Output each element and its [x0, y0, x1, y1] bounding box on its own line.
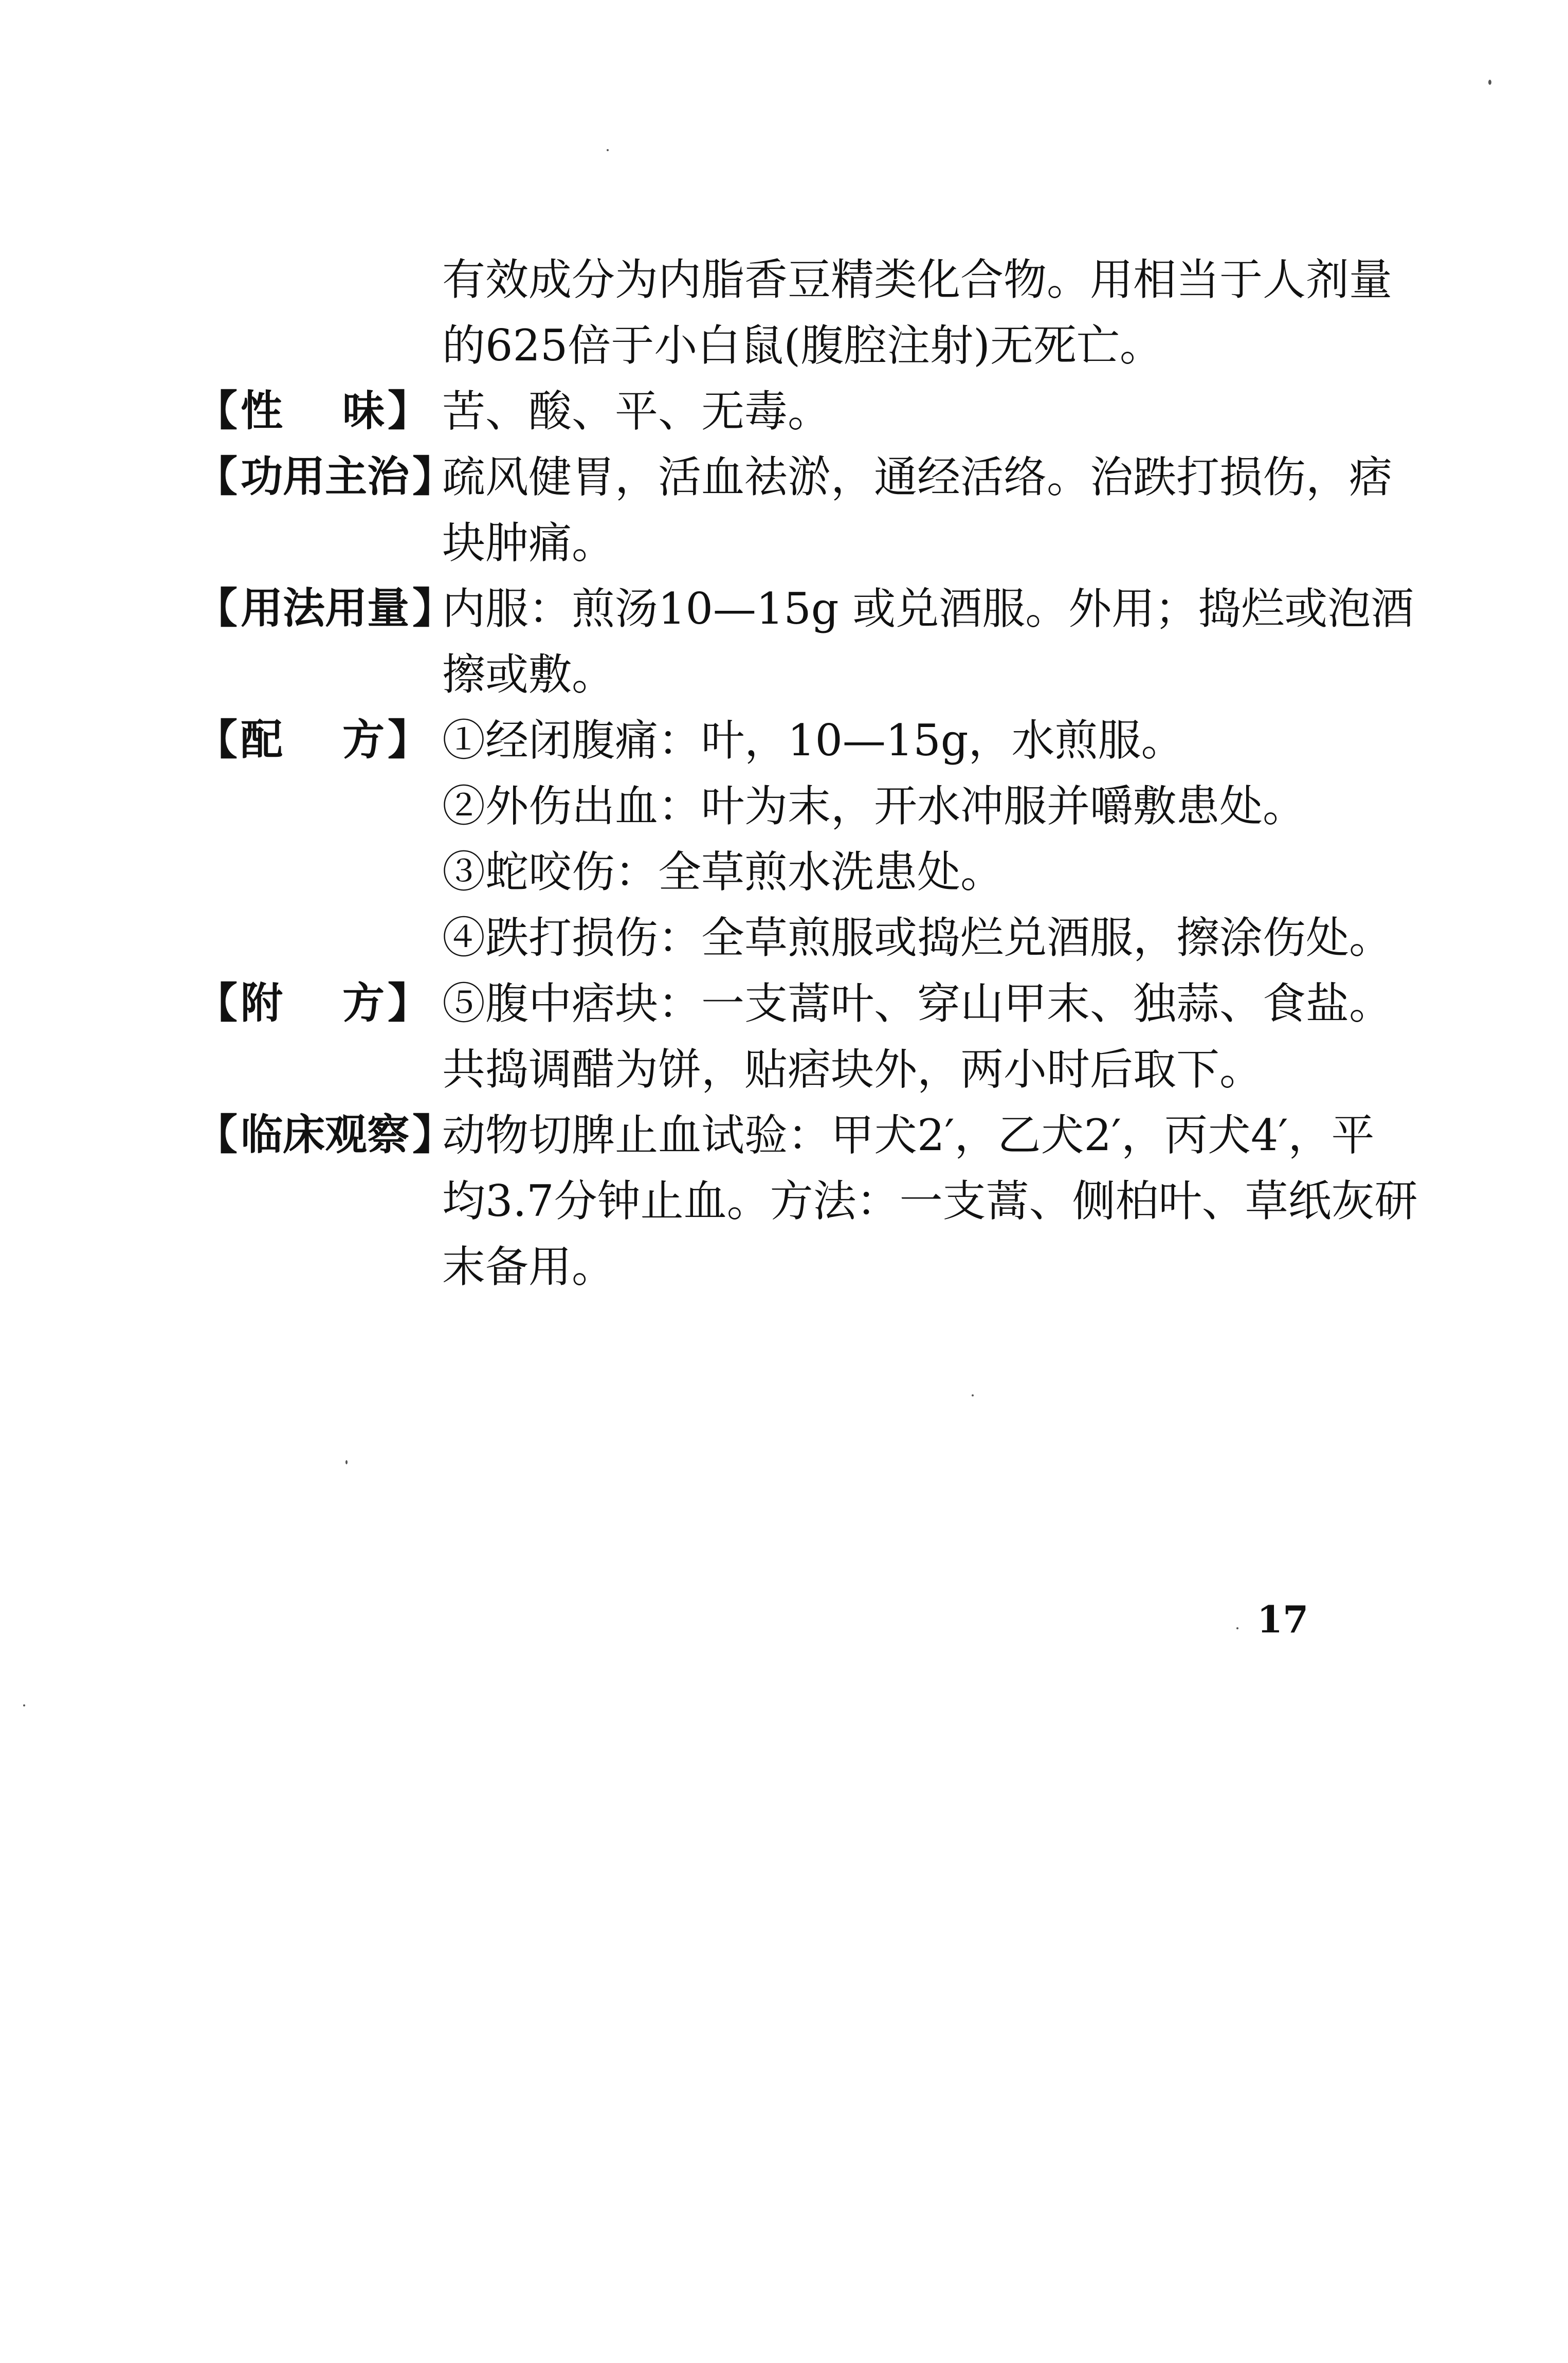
label-bracket-close: 】: [387, 979, 430, 1028]
label-char: 床: [283, 1111, 325, 1159]
entry-label: [195, 707, 442, 773]
entry-line: ①经闭腹痛：叶，10—15g，水煎服。: [442, 715, 1184, 766]
label-bracket-open: 【: [195, 387, 238, 435]
entry-line: 苦、酸、平、无毒。: [442, 386, 831, 437]
label-bracket-open: 【: [195, 1111, 238, 1159]
label-bracket-close: 】: [387, 387, 430, 435]
entry-body: [442, 378, 1439, 444]
intro-line: 的625倍于小白鼠(腹腔注射)无死亡。: [442, 320, 1163, 371]
label-char: 方: [342, 716, 385, 765]
entry-line: ③蛇咬伤：全草煎水洗患处。: [442, 847, 1004, 897]
label-char: 临: [241, 1111, 283, 1159]
label-text: [238, 707, 388, 773]
entry-body: [442, 576, 1439, 707]
entry-line: 块肿痛。: [442, 518, 615, 568]
entry-line: ⑤腹中痞块：一支蒿叶、穿山甲末、独蒜、食盐。: [442, 978, 1393, 1029]
label-char: 配: [241, 716, 283, 765]
scan-speck: [1236, 1627, 1238, 1629]
entry-usage-dosage: [195, 576, 1439, 707]
label-char: 用: [283, 452, 325, 501]
entry-line: 均3.7分钟止血。方法：一支蒿、侧柏叶、草纸灰研: [442, 1176, 1418, 1226]
scan-speck: [23, 1704, 25, 1706]
entry-line: 内服：煎汤10—15g 或兑酒服。外用；捣烂或泡酒: [442, 584, 1414, 634]
entry-label: [195, 444, 455, 510]
entry-prescriptions: [195, 707, 1439, 971]
label-char: 附: [241, 979, 283, 1028]
intro-line: 有效成分为内脂香豆精类化合物。用相当于人剂量: [442, 255, 1393, 305]
entry-line: 末备用。: [442, 1242, 615, 1292]
entry-line: 擦或敷。: [442, 649, 615, 700]
label-char: 法: [283, 584, 325, 633]
entry-indications: [195, 444, 1439, 576]
label-text: [238, 576, 412, 642]
label-char: 方: [342, 979, 385, 1028]
entry-body: [442, 1102, 1439, 1300]
entry-body: [442, 707, 1439, 971]
label-text: [238, 971, 388, 1037]
label-char: 功: [241, 452, 283, 501]
label-bracket-close: 】: [412, 452, 455, 501]
scan-speck: [607, 149, 609, 151]
label-bracket-close: 】: [412, 1111, 455, 1159]
entry-clinical-observation: [195, 1102, 1439, 1300]
label-bracket-open: 【: [195, 716, 238, 765]
entry-body: [442, 444, 1439, 576]
scan-speck: [1488, 80, 1491, 85]
label-bracket-close: 】: [387, 716, 430, 765]
label-char: 察: [367, 1111, 410, 1159]
entry-body: [442, 971, 1439, 1102]
label-char: 用: [241, 584, 283, 633]
label-bracket-close: 】: [412, 584, 455, 633]
entry-line: 疏风健胃，活血祛淤，通经活络。治跌打损伤，痞: [442, 452, 1393, 502]
label-text: [238, 444, 412, 510]
scan-speck: [345, 1460, 348, 1464]
entry-line: 动物切脾止血试验：甲犬2′，乙犬2′，丙犬4′，平: [442, 1110, 1375, 1160]
label-char: 性: [241, 387, 283, 435]
entry-line: ④跌打损伤：全草煎服或捣烂兑酒服，擦涂伤处。: [442, 913, 1393, 963]
entry-label: [195, 378, 442, 444]
label-char: 观: [325, 1111, 368, 1159]
label-char: 主: [325, 452, 368, 501]
label-text: [238, 1102, 412, 1168]
entry-line: ②外伤出血：叶为末，开水冲服并嚼敷患处。: [442, 781, 1306, 831]
label-char: 治: [367, 452, 410, 501]
page-number: 17: [1257, 1597, 1309, 1641]
entry-label: [195, 576, 455, 642]
entry-label: [195, 1102, 455, 1168]
label-char: 量: [367, 584, 410, 633]
entry-supplementary-prescriptions: [195, 971, 1439, 1102]
entry-taste-nature: [195, 378, 1439, 444]
scan-speck: [972, 1394, 974, 1396]
label-char: 用: [325, 584, 368, 633]
label-char: 味: [342, 387, 385, 435]
page-content: [195, 247, 1439, 1300]
label-bracket-open: 【: [195, 979, 238, 1028]
label-text: [238, 378, 388, 444]
label-bracket-open: 【: [195, 452, 238, 501]
entry-line: 共捣调醋为饼，贴痞块外，两小时后取下。: [442, 1044, 1263, 1095]
label-bracket-open: 【: [195, 584, 238, 633]
entry-label: [195, 971, 442, 1037]
